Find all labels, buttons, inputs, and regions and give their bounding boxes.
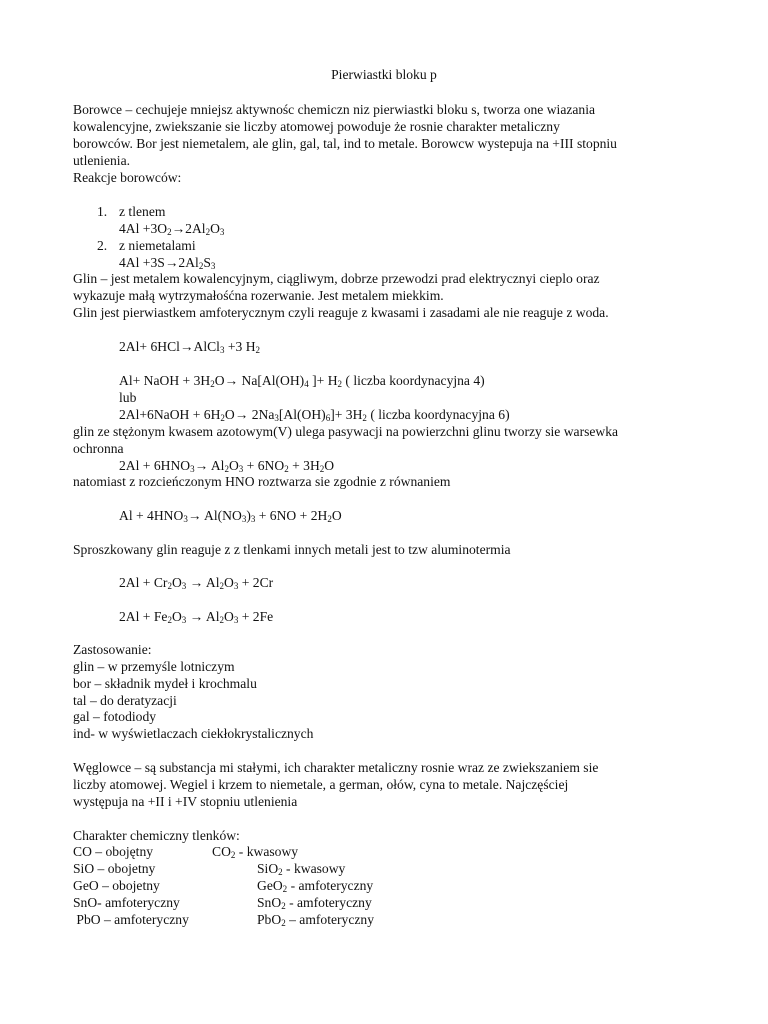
oxide-left: PbO – amfoteryczny [73, 912, 189, 927]
equation-naoh-1: Al+ NaOH + $3H_2O\to Na[Al(OH)_4$ ]+ $H_2$ ( liczba koordynacyjna 4) [119, 373, 485, 389]
equation-fe: $2Al + Fe_2O_3 \to Al_2O_3 + 2Fe$ [119, 609, 274, 625]
oxide-right: GeO$_2$ - amfoteryczny [257, 878, 374, 894]
natomiast-text: natomiast z rozcieńczonym HNO roztwarza sie zgodnie z równaniem [73, 474, 451, 489]
equation-cr: $2Al + Cr_2O_3 \to Al_2O_3 + 2Cr$ [119, 575, 274, 591]
oxide-right: $CO_2$ - kwasowy [212, 844, 299, 860]
oxide-left: SnO- amfoteryczny [73, 895, 180, 910]
oxide-right: PbO$_2$ – amfoteryczny [257, 912, 375, 928]
glin-desc-1: Glin – jest metalem kowalencyjnym, ciągliwym, dobrze przewodzi prad elektrycznyi cieplo oraz [73, 271, 600, 286]
list-number-1: 1. [97, 204, 108, 219]
weglowce-line-2: liczby atomowej. Wegiel i krzem to niemetale, a german, ołów, cyna to metale. Najczęściej [73, 777, 569, 792]
equation-naoh-2: 2Al+6NaOH + $6H_2O\to 2Na_3[Al(OH)_6]+ 3H_2$ ( liczba koordynacyjna 6) [119, 407, 510, 423]
list-label-1: z tlenem [119, 204, 166, 219]
zastosowanie-item: gal – fotodiody [73, 709, 157, 724]
zastosowanie-heading: Zastosowanie: [73, 642, 152, 657]
glin-desc-3: Glin jest pierwiastkem amfoterycznym czyli reaguje z kwasami i zasadami ale nie reaguje z woda. [73, 305, 609, 320]
weglowce-line-3: występuja na +II i +IV stopniu utlenienia [73, 794, 298, 809]
list-number-2: 2. [97, 238, 108, 253]
equation-hno3-conc: $2Al + 6HNO_3\to Al_2O_3 + 6NO_2 + 3H_2O$ [119, 458, 335, 474]
reactions-heading: Reakcje borowców: [73, 170, 182, 185]
zastosowanie-item: bor – składnik mydeł i krochmalu [73, 676, 257, 691]
equation-hcl: 2Al+ 6HCl→AlCl$_3$ +3 $H_2$ [119, 339, 261, 355]
equation-hno3-dil: $Al + 4HNO_3\to Al(NO_3)_3 + 6NO + 2H_2O$ [119, 508, 342, 524]
oxide-right: SnO$_2$ - amfoteryczny [257, 895, 372, 911]
intro-line-4: utlenienia. [73, 153, 130, 168]
zastosowanie-item: ind- w wyświetlaczach ciekłokrystalicznych [73, 726, 314, 741]
sproszkowany-text: Sproszkowany glin reaguje z z tlenkami innych metali jest to tzw aluminotermia [73, 542, 511, 557]
zastosowanie-item: glin – w przemyśle lotniczym [73, 659, 235, 674]
glin-desc-2: wykazuje małą wytrzymałośćna rozerwanie. Jest metalem miekkim. [73, 288, 444, 303]
weglowce-line-1: Węglowce – są substancja mi stałymi, ich charakter metaliczny rosnie wraz ze zwiekszaniem sie [73, 760, 599, 775]
equation-oxygen: $4Al +3O_2\to 2Al_2O_3$ [119, 221, 225, 237]
oxide-left: CO – obojętny [73, 844, 154, 859]
list-label-2: z niemetalami [119, 238, 196, 253]
oxide-left: GeO – obojetny [73, 878, 160, 893]
intro-line-2: kowalencyjne, zwiekszanie sie liczby atomowej powoduje że rosnie charakter metaliczny [73, 119, 560, 134]
lub-text: lub [119, 390, 137, 405]
pasywacja-line-1: glin ze stężonym kwasem azotowym(V) ulega pasywacji na powierzchni glinu tworzy sie warsewka [73, 424, 619, 439]
zastosowanie-item: tal – do deratyzacji [73, 693, 177, 708]
pasywacja-line-2: ochronna [73, 441, 124, 456]
oxides-heading: Charakter chemiczny tlenków: [73, 828, 240, 843]
oxide-left: SiO – obojetny [73, 861, 156, 876]
equation-sulfur: $4Al +3S\to 2Al_2S_3$ [119, 255, 216, 271]
page-title: Pierwiastki bloku p [331, 67, 437, 82]
oxide-right: SiO$_2$ - kwasowy [257, 861, 346, 877]
intro-line-3: borowców. Bor jest niemetalem, ale glin, gal, tal, ind to metale. Borowcw wystepuja na +III stopniu [73, 136, 617, 151]
intro-line-1: Borowce – cechujeje mniejsz aktywnośc chemiczn niz pierwiastki bloku s, tworza one wiazania [73, 102, 596, 117]
